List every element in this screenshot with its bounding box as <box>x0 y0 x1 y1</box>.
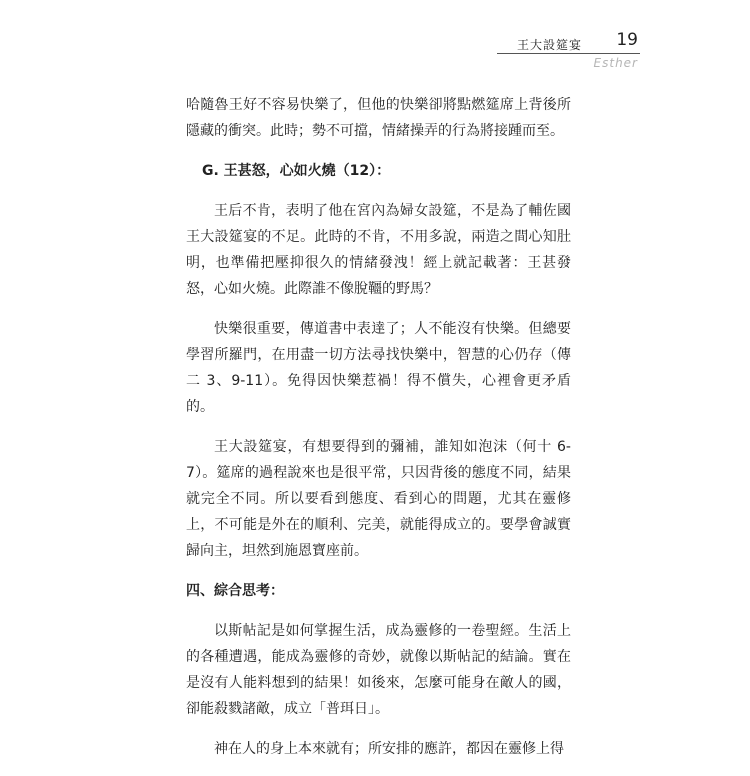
running-header <box>497 30 640 70</box>
page-body <box>186 92 571 776</box>
paragraph-2: 王后不肯，表明了他在宮內為婦女設筵，不是為了輔佐國王大設筵宴的不足。此時的不肯，不用多說，兩造之間心知肚明，也準備把壓抑很久的情緒發洩！經上就記載著：王甚發怒，心如火燒。此際誰不像脫韁的野馬？ <box>186 203 571 297</box>
page-number: 19 <box>616 30 638 50</box>
paragraph-1: 哈隨魯王好不容易快樂了，但他的快樂卻將點燃筵席上背後所隱藏的衝突。此時；勢不可擋，情緒操弄的行為將接踵而至。 <box>186 97 571 139</box>
paragraph-6: 神在人的身上本來就有；所安排的應許，都因在靈修上得 <box>214 741 564 757</box>
subsection-heading-g: G. 王甚怒，心如火燒（12）： <box>202 163 391 179</box>
paragraph-4: 王大設筵宴，有想要得到的彌補，誰知如泡沫（何十 6-7）。筵席的過程說來也是很平常，只因背後的態度不同，結果就完全不同。所以要看到態度、看到心的問題，尤其在靈修上，不可能是外在的順利、完美，就能得成立的。要學會誠實歸向主，坦然到施恩寶座前。 <box>186 439 571 559</box>
running-header-subtitle: Esther <box>593 56 638 70</box>
paragraph-5: 以斯帖記是如何掌握生活，成為靈修的一卷聖經。生活上的各種遭遇，能成為靈修的奇妙，就像以斯帖記的結論。實在是沒有人能料想到的結果！如後來，怎麼可能身在敵人的國，卻能殺戮諸敵，成立「普珥日」。 <box>186 623 571 717</box>
paragraph-3: 快樂很重要，傳道書中表達了；人不能沒有快樂。但總要學習所羅門，在用盡一切方法尋找快樂中，智慧的心仍存（傳二 3、9-11）。免得因快樂惹禍！得不償失，心裡會更矛盾的。 <box>186 321 571 415</box>
section-heading-4: 四、綜合思考： <box>186 583 284 599</box>
running-header-title: 王大設筵宴 <box>516 38 582 52</box>
header-divider <box>497 53 640 54</box>
